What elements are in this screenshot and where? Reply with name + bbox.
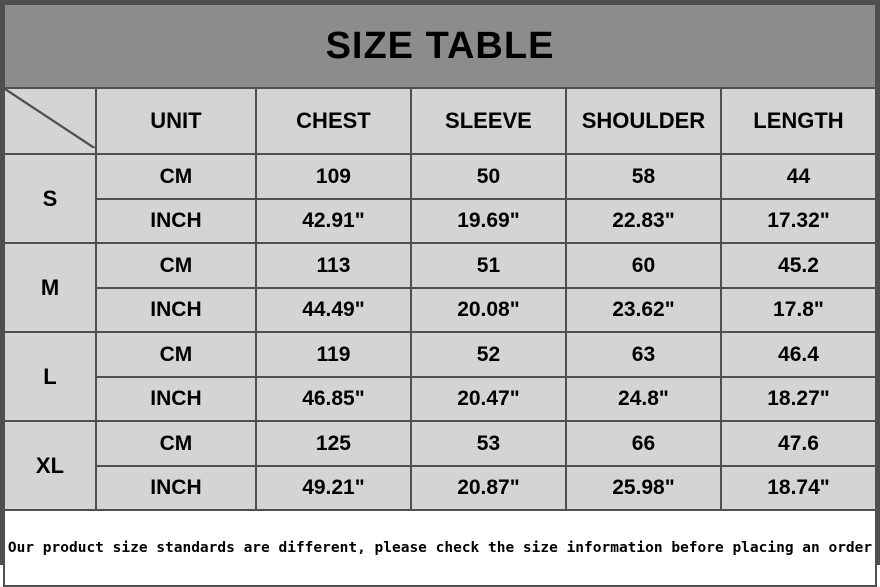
unit-cm: CM	[96, 243, 256, 288]
note-row	[4, 510, 876, 586]
table-row	[4, 377, 876, 421]
l-inch-sleeve: 20.47"	[411, 377, 566, 421]
page-title: SIZE TABLE	[4, 4, 876, 88]
m-cm-chest: 113	[256, 243, 411, 288]
column-header-shoulder: SHOULDER	[566, 88, 721, 154]
s-cm-sleeve: 50	[411, 154, 566, 199]
table-row	[4, 332, 876, 377]
xl-inch-shoulder: 25.98"	[566, 466, 721, 510]
m-inch-chest: 44.49"	[256, 288, 411, 332]
s-inch-shoulder: 22.83"	[566, 199, 721, 243]
diagonal-line-icon	[5, 89, 95, 148]
s-inch-sleeve: 19.69"	[411, 199, 566, 243]
m-cm-sleeve: 51	[411, 243, 566, 288]
l-inch-length: 18.27"	[721, 377, 876, 421]
header-row	[4, 88, 876, 154]
l-cm-sleeve: 52	[411, 332, 566, 377]
xl-cm-sleeve: 53	[411, 421, 566, 466]
column-header-unit: UNIT	[96, 88, 256, 154]
s-inch-chest: 42.91"	[256, 199, 411, 243]
s-cm-shoulder: 58	[566, 154, 721, 199]
size-label-xl: XL	[4, 421, 96, 510]
s-inch-length: 17.32"	[721, 199, 876, 243]
m-inch-shoulder: 23.62"	[566, 288, 721, 332]
s-cm-length: 44	[721, 154, 876, 199]
xl-inch-chest: 49.21"	[256, 466, 411, 510]
unit-cm: CM	[96, 421, 256, 466]
s-cm-chest: 109	[256, 154, 411, 199]
table-row	[4, 199, 876, 243]
table-row	[4, 154, 876, 199]
l-inch-shoulder: 24.8"	[566, 377, 721, 421]
xl-inch-sleeve: 20.87"	[411, 466, 566, 510]
unit-inch: INCH	[96, 466, 256, 510]
table-row	[4, 466, 876, 510]
unit-inch: INCH	[96, 377, 256, 421]
table-row	[4, 421, 876, 466]
size-label-l: L	[4, 332, 96, 421]
m-inch-length: 17.8"	[721, 288, 876, 332]
corner-diagonal-cell	[4, 88, 96, 154]
l-cm-chest: 119	[256, 332, 411, 377]
m-cm-shoulder: 60	[566, 243, 721, 288]
column-header-chest: CHEST	[256, 88, 411, 154]
xl-cm-length: 47.6	[721, 421, 876, 466]
size-label-m: M	[4, 243, 96, 332]
l-cm-length: 46.4	[721, 332, 876, 377]
l-cm-shoulder: 63	[566, 332, 721, 377]
size-table	[3, 3, 877, 587]
unit-cm: CM	[96, 154, 256, 199]
unit-inch: INCH	[96, 199, 256, 243]
table-row	[4, 288, 876, 332]
xl-cm-chest: 125	[256, 421, 411, 466]
unit-inch: INCH	[96, 288, 256, 332]
table-row	[4, 243, 876, 288]
size-note: Our product size standards are different, please check the size information before placing an order	[4, 510, 876, 586]
column-header-sleeve: SLEEVE	[411, 88, 566, 154]
m-cm-length: 45.2	[721, 243, 876, 288]
size-label-s: S	[4, 154, 96, 243]
m-inch-sleeve: 20.08"	[411, 288, 566, 332]
xl-cm-shoulder: 66	[566, 421, 721, 466]
l-inch-chest: 46.85"	[256, 377, 411, 421]
unit-cm: CM	[96, 332, 256, 377]
xl-inch-length: 18.74"	[721, 466, 876, 510]
title-row	[4, 4, 876, 88]
column-header-length: LENGTH	[721, 88, 876, 154]
